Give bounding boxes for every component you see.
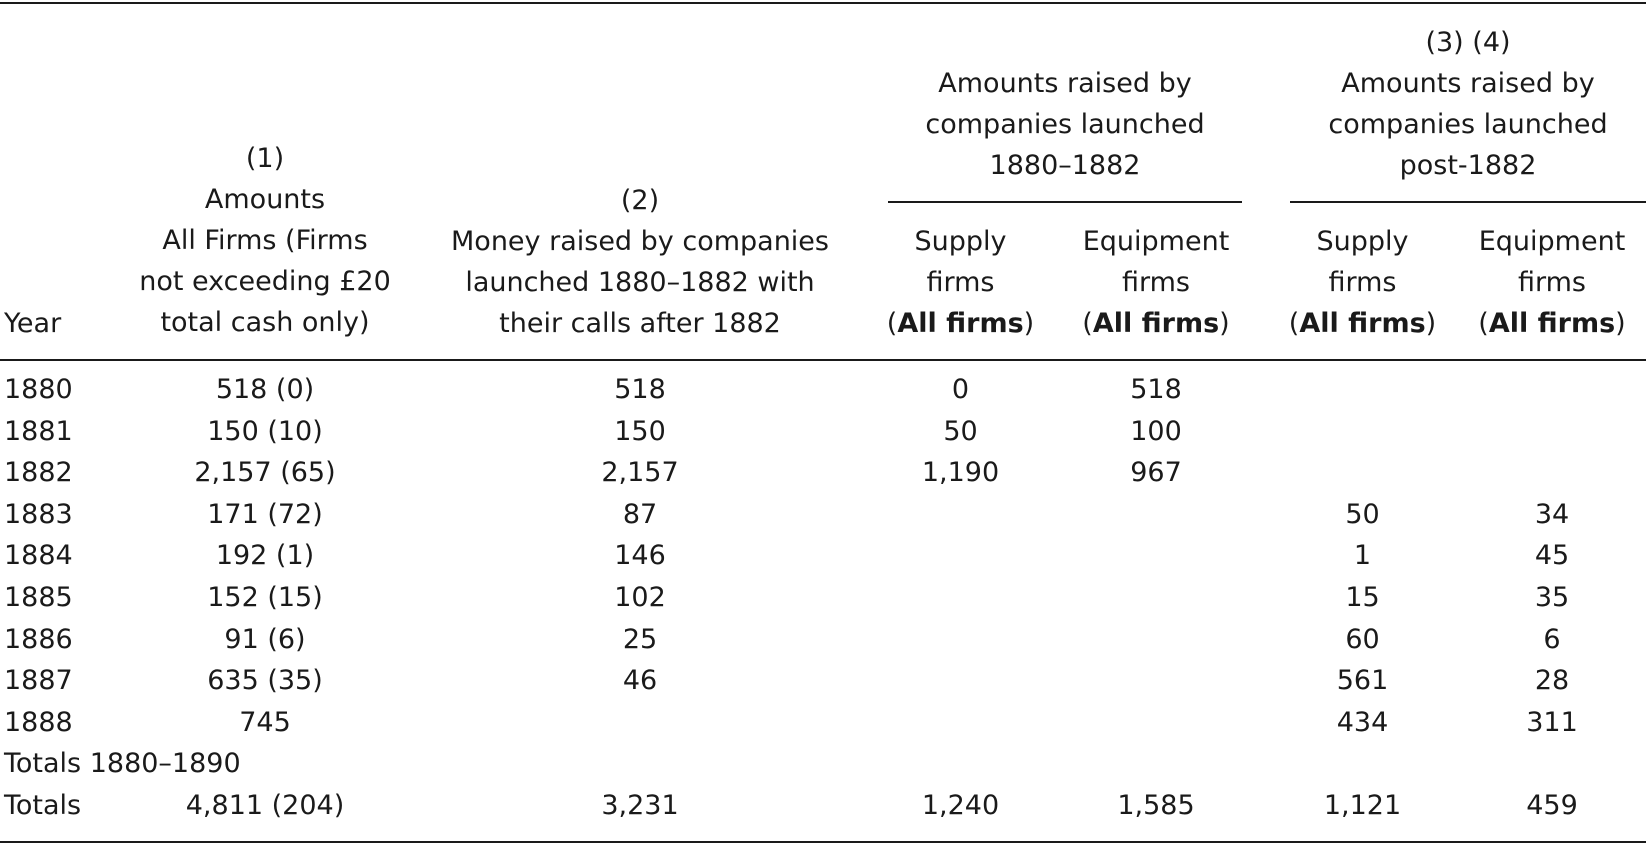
totals-all-firms: 4,811 (204)	[185, 790, 345, 821]
supply-post-1882-cell: 434	[1336, 706, 1389, 738]
subheader-bold-line	[1458, 303, 1646, 344]
equipment-post-1882-cell: 34	[1534, 498, 1570, 530]
all-firms-cell: 171 (72)	[207, 498, 323, 530]
totals-money-raised: 3,231	[601, 790, 679, 821]
money-raised-cell: 102	[614, 582, 666, 613]
year-cell: 1887	[4, 665, 73, 697]
col2-header	[430, 180, 850, 344]
close-paren: )	[1425, 308, 1437, 339]
supply-1880-1882-cell: 50	[943, 415, 978, 447]
equipment-header-1880-1882	[1062, 221, 1250, 344]
supply-1880-1882-cell: 0	[951, 374, 970, 405]
supply-post-1882-cell: 60	[1345, 623, 1380, 655]
subheader-line: Supply	[1316, 226, 1409, 257]
all-firms-cell: 745	[239, 706, 291, 738]
subheader-bold-line	[878, 303, 1043, 344]
all-firms-cell: 91 (6)	[224, 623, 306, 655]
all-firms-cell: 2,157 (65)	[194, 457, 336, 489]
totals-period-label: Totals 1880–1890	[4, 748, 241, 779]
subheader-line: firms	[1121, 267, 1190, 298]
subheader-bold-line	[1062, 303, 1250, 344]
col1-header	[130, 138, 400, 343]
col2-header-line: Money raised by companies	[451, 226, 829, 257]
subheader-line: firms	[926, 267, 995, 298]
supply-post-1882-cell: 561	[1336, 665, 1389, 697]
all-firms-cell: 152 (15)	[207, 582, 323, 613]
bottom-rule	[0, 841, 1646, 843]
money-raised-cell: 146	[614, 540, 666, 572]
supply-header-post-1882	[1280, 221, 1445, 344]
open-paren: (	[1082, 308, 1093, 339]
group-header-line: 1880–1882	[989, 150, 1141, 181]
totals-supply-post-1882: 1,121	[1323, 790, 1402, 821]
year-cell: 1888	[4, 706, 73, 738]
group-header-post-1882	[1290, 22, 1646, 186]
group-header-line: companies launched	[1328, 109, 1608, 140]
group-header-line: (3) (4)	[1425, 27, 1511, 58]
year-cell: 1880	[4, 374, 73, 405]
equipment-post-1882-cell: 45	[1534, 540, 1570, 572]
year-header: Year	[4, 308, 62, 339]
year-cell: 1884	[4, 540, 73, 572]
equipment-header-post-1882	[1458, 221, 1646, 344]
all-firms-label: All firms	[1488, 308, 1616, 339]
col1-header-line: (1)	[245, 143, 285, 174]
all-firms-cell: 518 (0)	[215, 374, 315, 405]
group-header-line: companies launched	[925, 109, 1205, 140]
col1-header-line: not exceeding £20	[139, 266, 391, 297]
money-raised-cell: 2,157	[601, 457, 679, 489]
top-rule	[0, 2, 1646, 4]
close-paren: )	[1023, 308, 1035, 339]
all-firms-label: All firms	[1092, 308, 1220, 339]
money-raised-cell: 518	[614, 374, 666, 405]
all-firms-cell: 635 (35)	[207, 665, 323, 697]
equipment-1880-1882-cell: 518	[1130, 374, 1182, 405]
money-raised-cell: 46	[622, 665, 658, 697]
open-paren: (	[886, 308, 898, 339]
supply-post-1882-cell: 15	[1345, 582, 1380, 613]
supply-header-1880-1882	[878, 221, 1043, 344]
group-rule-post-1882	[1290, 201, 1646, 203]
header-bottom-rule	[0, 359, 1646, 361]
year-cell: 1885	[4, 582, 73, 613]
subheader-line: firms	[1517, 267, 1586, 298]
group-header-line: post-1882	[1399, 150, 1537, 181]
col2-header-line: (2)	[620, 185, 660, 216]
money-raised-cell: 25	[622, 623, 658, 655]
supply-1880-1882-cell: 1,190	[921, 457, 1000, 489]
equipment-post-1882-cell: 6	[1543, 623, 1561, 655]
group-header-line: Amounts raised by	[938, 68, 1192, 99]
money-raised-cell: 87	[622, 498, 658, 530]
group-header-1880-1882	[888, 63, 1242, 186]
all-firms-label: All firms	[1299, 308, 1426, 339]
col2-header-line: launched 1880–1882 with	[465, 267, 815, 298]
equipment-post-1882-cell: 35	[1534, 582, 1570, 613]
subheader-line: Equipment	[1082, 226, 1230, 257]
all-firms-label: All firms	[897, 308, 1024, 339]
all-firms-cell: 150 (10)	[207, 415, 323, 447]
all-firms-cell: 192 (1)	[215, 540, 315, 572]
col1-header-line: total cash only)	[160, 307, 370, 338]
col2-header-line: their calls after 1882	[499, 308, 781, 339]
money-raised-cell: 150	[614, 415, 666, 447]
totals-label: Totals	[4, 790, 82, 821]
year-cell: 1882	[4, 457, 73, 489]
totals-equipment-post-1882: 459	[1526, 790, 1578, 821]
open-paren: (	[1288, 308, 1300, 339]
year-cell: 1886	[4, 623, 73, 655]
close-paren: )	[1615, 308, 1626, 339]
close-paren: )	[1219, 308, 1230, 339]
totals-supply-1880-1882: 1,240	[921, 790, 1000, 821]
year-cell: 1883	[4, 498, 73, 530]
equipment-post-1882-cell: 28	[1534, 665, 1570, 697]
equipment-post-1882-cell: 311	[1526, 706, 1578, 738]
col1-header-line: Amounts	[204, 184, 326, 215]
supply-post-1882-cell: 1	[1353, 540, 1372, 572]
subheader-line: Supply	[914, 226, 1007, 257]
subheader-line: firms	[1328, 267, 1397, 298]
equipment-1880-1882-cell: 967	[1130, 457, 1182, 489]
open-paren: (	[1478, 308, 1489, 339]
equipment-1880-1882-cell: 100	[1130, 415, 1182, 447]
group-header-line: Amounts raised by	[1341, 68, 1595, 99]
supply-post-1882-cell: 50	[1345, 498, 1380, 530]
totals-equipment-1880-1882: 1,585	[1117, 790, 1195, 821]
group-rule-1880-1882	[888, 201, 1242, 203]
subheader-bold-line	[1280, 303, 1445, 344]
subheader-line: Equipment	[1478, 226, 1626, 257]
col1-header-line: All Firms (Firms	[162, 225, 368, 256]
year-cell: 1881	[4, 415, 73, 447]
